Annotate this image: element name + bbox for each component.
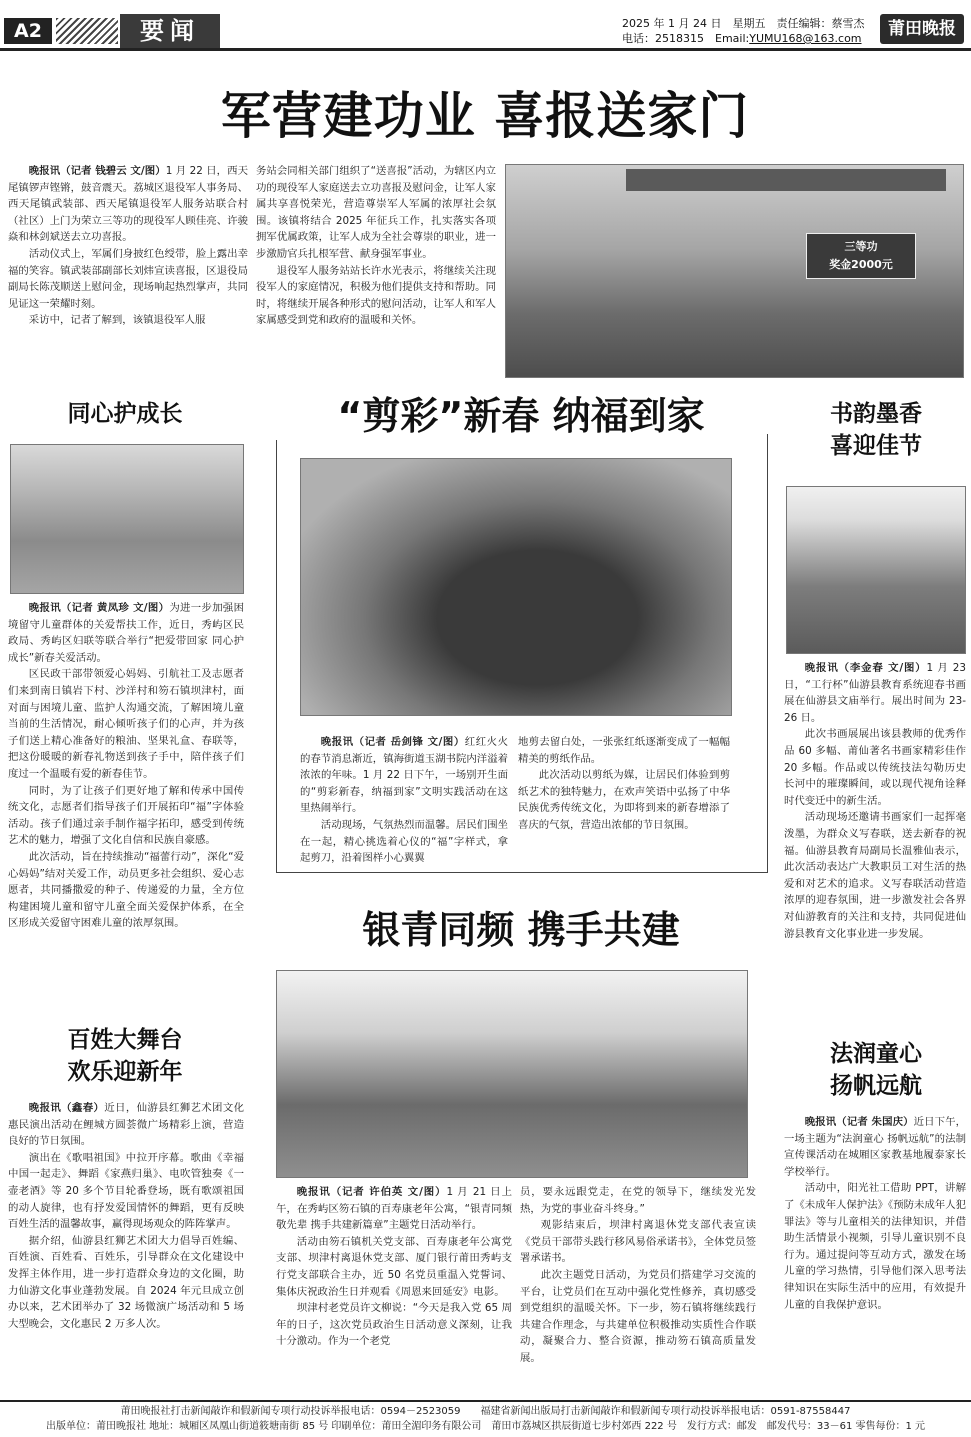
headline-shuyun-2: 喜迎佳节	[830, 433, 922, 459]
award-banner: 三等功 奖金2000元	[806, 233, 916, 279]
edition-contact	[622, 31, 872, 46]
main-byline: 晚报讯（记者 钱碧云 文/图）	[28, 165, 166, 177]
header-rule	[0, 48, 971, 51]
jiancai-col1: 晚报讯（记者 岳剑锋 文/图）红红火火的春节消息渐近，镇海街道玉湖书院内洋溢着浓浓的年味。1 月 22 日下午，一场别开生面的“剪彩新春，纳福到家”文明实践活动在这里热闹举行。 活动现场，气氛热烈而温馨。居民们围坐在一起，精心挑选着心仪的“福”字样式，拿起剪刀，沿着图样小心翼翼	[300, 736, 508, 865]
edition-info	[622, 16, 872, 46]
shuyun-byline: 晚报讯（李金春 文/图）	[804, 662, 927, 674]
jiancai-byline: 晚报讯（记者 岳剑锋 文/图）	[320, 736, 465, 748]
headline-farun-2: 扬帆远航	[830, 1073, 922, 1099]
headline-farun-1: 法润童心	[830, 1041, 922, 1067]
photo-party-oath	[276, 970, 748, 1178]
main-article-col2: 务站会同相关部门组织了“送喜报”活动，为辖区内立功的现役军人家庭送去立功喜报及慰问金，让军人家属共享喜悦荣光，营造尊崇军人军属的浓厚社会氛围。该镇将结合 2025 年征兵工作，扎实落实各项拥军优属政策，让军人成为全社会尊崇的职业，进一步激励官兵扎根军营、献身强军事业。 退役军人服务站站长许水光表示，将继续关注现役军人的家庭情况，积极为他们提供支持和帮助。同时，将继续开展各种形式的慰问活动，让军人和军人家属感受到党和政府的温暖和关怀。	[256, 165, 496, 327]
yinqing-col1: 晚报讯（记者 许伯英 文/图）1 月 21 日上午，在秀屿区笏石镇的百寿康老年公寓，“银青同频敬先辈 携手共建新篇章”主题党日活动举行。 活动由笏石镇机关党支部、百寿康老年公寓党支部、坝津村离退休党支部、厦门银行莆田秀屿支行党支部联合主办，近 50 名党员重温入党誓词、集体庆祝政治生日并观看《周恩来回延安》电影。 坝津村老党员许文柳说：“今天是我入党 65 周年的日子，这次党员政治生日活动意义深刻，让我十分激动。作为一个老党	[276, 1186, 512, 1348]
photo-soldiers-parade	[505, 164, 964, 378]
main-article-col1: 晚报讯（记者 钱碧云 文/图）1 月 22 日，西天尾镇锣声铿锵，鼓音震天。荔城区退役军人事务局、西天尾镇武装部、西天尾镇退役军人服务站联合村（社区）上门为荣立三等功的现役军人顾佳亮、许骏焱和林剑斌送去立功喜报。 活动仪式上，军属们身披红色绶带，脸上露出幸福的笑容。镇武装部副部长刘炜宣读喜报，区退役局副局长陈茂顺送上慰问金，现场响起热烈掌声，共同见证这一荣耀时刻。 采访中，记者了解到，该镇退役军人服	[8, 165, 248, 327]
yinqing-byline: 晚报讯（记者 许伯英 文/图）	[296, 1186, 447, 1198]
photo-calligraphy-expo	[786, 486, 966, 654]
headline-shuyun-1: 书韵墨香	[830, 401, 922, 427]
farun-article: 晚报讯（记者 朱国庆）近日下午，一场主题为“法润童心 扬帆远航”的法制宣传课活动在城厢区家教基地履泰家长学校举行。 活动中，阳光社工借助 PPT，讲解了《未成年人保护法》《预防未成年人犯罪法》等与儿童相关的法律知识，并借助生活情景小视频，引导儿童识别不良行为。通过提问等互动方式，激发在场儿童的学习热情，引导他们深入思考法律知识在实际生活中的应用，有效提升儿童的自我保护意识。	[784, 1116, 966, 1311]
contact-label: 电话：2518315 Email:	[622, 32, 750, 45]
tongxin-article: 晚报讯（记者 黄凤珍 文/图）为进一步加强困境留守儿童群体的关爱帮扶工作，近日，秀屿区民政局、秀屿区妇联等联合举行“把爱带回家 同心护成长”新春关爱活动。 区民政干部带领爱心妈妈、引航社工及志愿者们来到南日镇岩下村、沙洋村和笏石镇坝津村，面对面与困境儿童、监护人沟通交流，了解困境儿童当前的生活情况，耐心倾听孩子们的心声，并为孩子们送上精心准备好的粮油、坚果礼盒、春联等，把这份暖暖的新春礼物送到孩子手中，陪伴孩子们度过一个温暖有爱的新春佳节。 同时，为了让孩子们更好地了解和传承中国传统文化，志愿者们指导孩子们开展拓印“福”字体验活动。孩子们通过亲手制作福字拓印，感受到传统艺术的魅力，增强了文化自信和民族自豪感。 此次活动，旨在持续推动“福蕾行动”，深化“爱心妈妈”结对关爱工作，动员更多社会组织、爱心志愿者，共同播撒爱的种子、传递爱的力量，全方位构建困境儿童和留守儿童全面关爱保护体系，在全区形成关爱留守困难儿童的浓厚氛围。	[8, 602, 244, 930]
tongxin-byline: 晚报讯（记者 黄凤珍 文/图）	[28, 602, 170, 614]
footer-line-2: 出版单位：莆田晚报社 地址：城厢区凤凰山街道筱塘南街 85 号 印刷单位：莆田全湄印务有限公司 莆田市荔城区拱辰街道七步村郊西 222 号 发行方式：邮发 邮发代号：33－61 零售每份：1 元	[45, 1421, 926, 1432]
newspaper-logo: 莆田晚报	[880, 14, 964, 44]
footer-line-1: 莆田晚报社打击新闻敲诈和假新闻专项行动投诉举报电话：0594－2523059 福建省新闻出版局打击新闻敲诈和假新闻专项行动投诉举报电话：0591-87558447	[120, 1406, 851, 1417]
headline-jiancai: “剪彩”新春 纳福到家	[276, 392, 766, 440]
footer-rule	[0, 1400, 971, 1402]
photo-kids-gifts	[10, 444, 244, 594]
photo-papercutting	[300, 458, 732, 716]
yinqing-col2: 员，要永远跟党走，在党的领导下，继续发光发热，为党的事业奋斗终身。” 观影结束后，坝津村离退休党支部代表宣读《党员干部带头践行移风易俗承诺书》，全体党员签署承诺书。 此次主题党日活动，为党员们搭建学习交流的平台，让党员们在互动中强化党性修养，真切感受到党组织的温暖关怀。下一步，笏石镇将继续践行共建合作理念，与共建单位积极推动实质性合作联动，凝聚合力、整合资源，推动笏石镇高质量发展。	[520, 1186, 756, 1364]
shuyun-article: 晚报讯（李金春 文/图）1 月 23 日，“工行杯”仙游县教育系统迎春书画展在仙游县文庙举行。展出时间为 23-26 日。 此次书画展展出该县教师的优秀作品 60 多幅、莆仙著名书画家精彩佳作 20 多幅。作品或以传统技法勾勒历史长河中的璀璨瞬间，或以现代视角诠释时代变迁中的新生活。 活动现场还邀请书画家们一起挥毫泼墨，为群众义写春联，送去新春的祝福。仙游县教育局副局长温雅仙表示，此次活动表达广大教职员工对生活的热爱和对艺术的追求。义写春联活动营造浓厚的迎春氛围，进一步激发社会各界对仙游教育的关注和支持，共同促进仙游县教育文化事业进一步发展。	[784, 662, 966, 940]
photo-banner-bg	[626, 169, 946, 191]
header-stripe	[56, 18, 118, 44]
baixing-article: 晚报讯（鑫春）近日，仙游县红狮艺术团文化惠民演出活动在鲤城方圆荟微广场精彩上演，营造良好的节日氛围。 演出在《歌唱祖国》中拉开序幕。歌曲《幸福中国一起走》、舞蹈《家燕归巢》、电吹管独奏《一壶老酒》等 20 多个节目轮番登场，既有歌颂祖国的动人旋律，也有抒发爱国情怀的舞蹈，更有反映百姓生活的温馨故事，赢得现场观众的阵阵掌声。 据介绍，仙游县红狮艺术团大力倡导百姓编、百姓演、百姓看、百姓乐，引导群众在文化建设中发挥主体作用，进一步打造群众身边的文化圈，助力仙游文化事业蓬勃发展。自 2024 年元旦成立创办以来，艺术团举办了 32 场微演广场活动和 5 场大型晚会，文化惠民 2 万多人次。	[8, 1102, 244, 1330]
baixing-byline: 晚报讯（鑫春）	[28, 1102, 105, 1114]
email-link[interactable]: YUMU168@163.com	[749, 32, 862, 45]
section-title: 要闻	[120, 14, 220, 48]
jiancai-col2: 地剪去留白处，一张张红纸逐渐变成了一幅幅精美的剪纸作品。 此次活动以剪纸为媒，让居民们体验到剪纸艺术的独特魅力，在欢声笑语中弘扬了中华民族优秀传统文化，为即将到来的新春增添了喜庆的气氛，营造出浓郁的节日氛围。	[518, 736, 730, 831]
headline-baixing-2: 欢乐迎新年	[67, 1059, 183, 1085]
headline-tongxin: 同心护成长	[67, 401, 183, 427]
main-headline: 军营建功业 喜报送家门	[220, 87, 750, 145]
headline-yinqing: 银青同频 携手共建	[362, 908, 680, 952]
edition-date-editor: 2025 年 1 月 24 日 星期五 责任编辑：蔡雪杰	[622, 17, 865, 30]
farun-byline: 晚报讯（记者 朱国庆）	[804, 1116, 914, 1128]
page-number: A2	[4, 18, 52, 44]
headline-baixing-1: 百姓大舞台	[67, 1027, 183, 1053]
